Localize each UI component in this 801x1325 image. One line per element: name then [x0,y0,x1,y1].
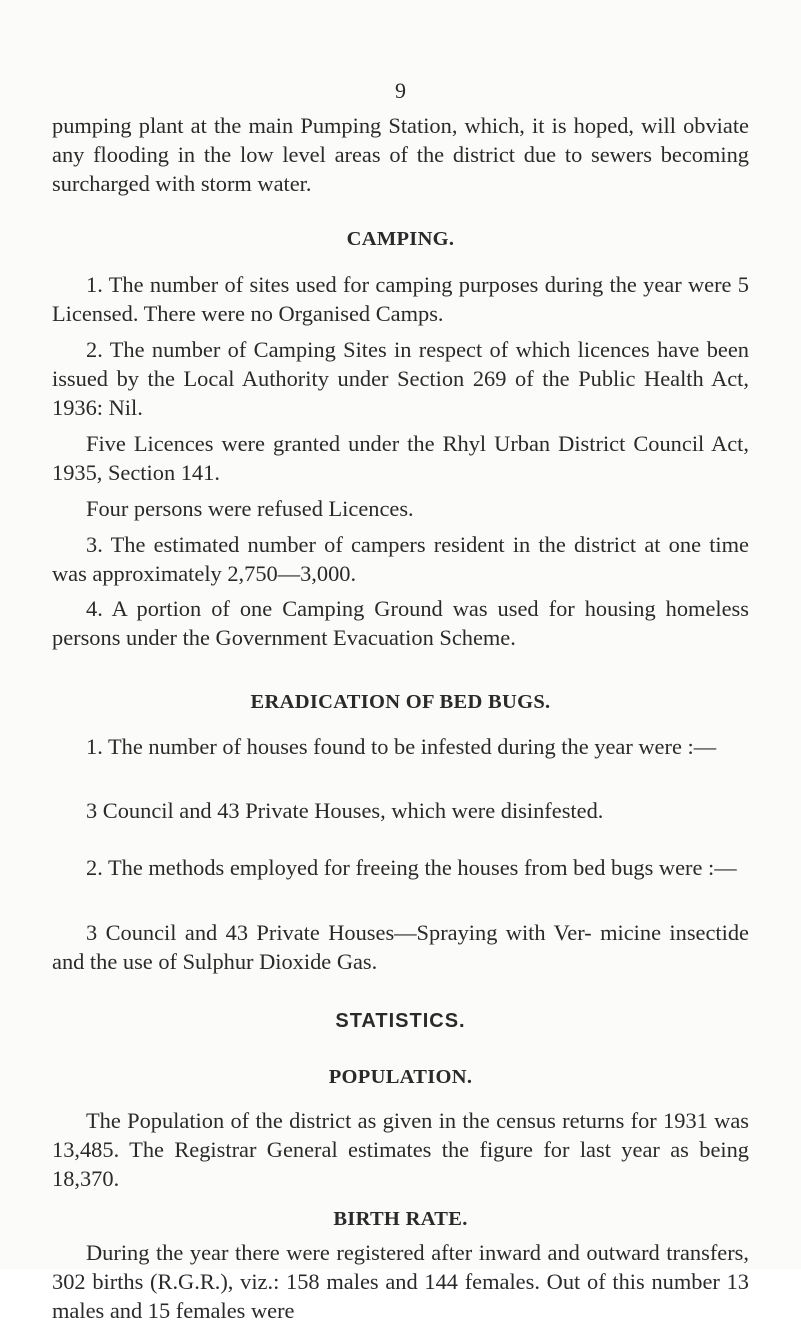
birth-rate-heading: BIRTH RATE. [333,1208,468,1230]
birth-rate-paragraph: During the year there were registered after inward and outward transfers, 302 births (R.G.R.), viz.: 158 males and 144 females. Out of this number 13 males and 15 females were [52,1240,749,1323]
bed-bugs-heading: ERADICATION OF BED BUGS. [250,691,551,713]
camping-paragraph-5: 3. The estimated number of campers resident in the district at one time was approximately 2,750—3,000. [52,532,749,586]
statistics-heading: STATISTICS. [335,1010,466,1032]
camping-paragraph-3: Five Licences were granted under the Rhyl Urban District Council Act, 1935, Section 141. [52,431,749,485]
bed-bugs-paragraph-3: 2. The methods employed for freeing the houses from bed bugs were :— [86,855,737,880]
bed-bugs-paragraph-2: 3 Council and 43 Private Houses, which were disinfested. [86,798,604,823]
population-heading: POPULATION. [328,1066,473,1088]
camping-paragraph-2: 2. The number of Camping Sites in respect of which licences have been issued by the Local Authority under Section 269 of the Public Health Act, 1936: Nil. [52,337,749,420]
bed-bugs-paragraph-1: 1. The number of houses found to be infested during the year were :— [86,734,717,759]
bed-bugs-paragraph-4: 3 Council and 43 Private Houses—Spraying with Ver- micine insectide and the use of Sulphur Dioxide Gas. [52,920,749,974]
intro-paragraph: pumping plant at the main Pumping Station, which, it is hoped, will obviate any flooding in the low level areas of the district due to sewers becoming surcharged with storm water. [52,113,749,196]
camping-paragraph-1: 1. The number of sites used for camping purposes during the year were 5 Licensed. There were no Organised Camps. [52,272,749,326]
camping-paragraph-4: Four persons were refused Licences. [86,496,414,521]
camping-heading: CAMPING. [346,228,455,250]
camping-paragraph-6: 4. A portion of one Camping Ground was used for housing homeless persons under the Government Evacuation Scheme. [52,596,749,650]
page-number: 9 [395,78,406,103]
population-paragraph: The Population of the district as given in the census returns for 1931 was 13,485. The Registrar General estimates the figure for last year as being 18,370. [52,1108,749,1191]
